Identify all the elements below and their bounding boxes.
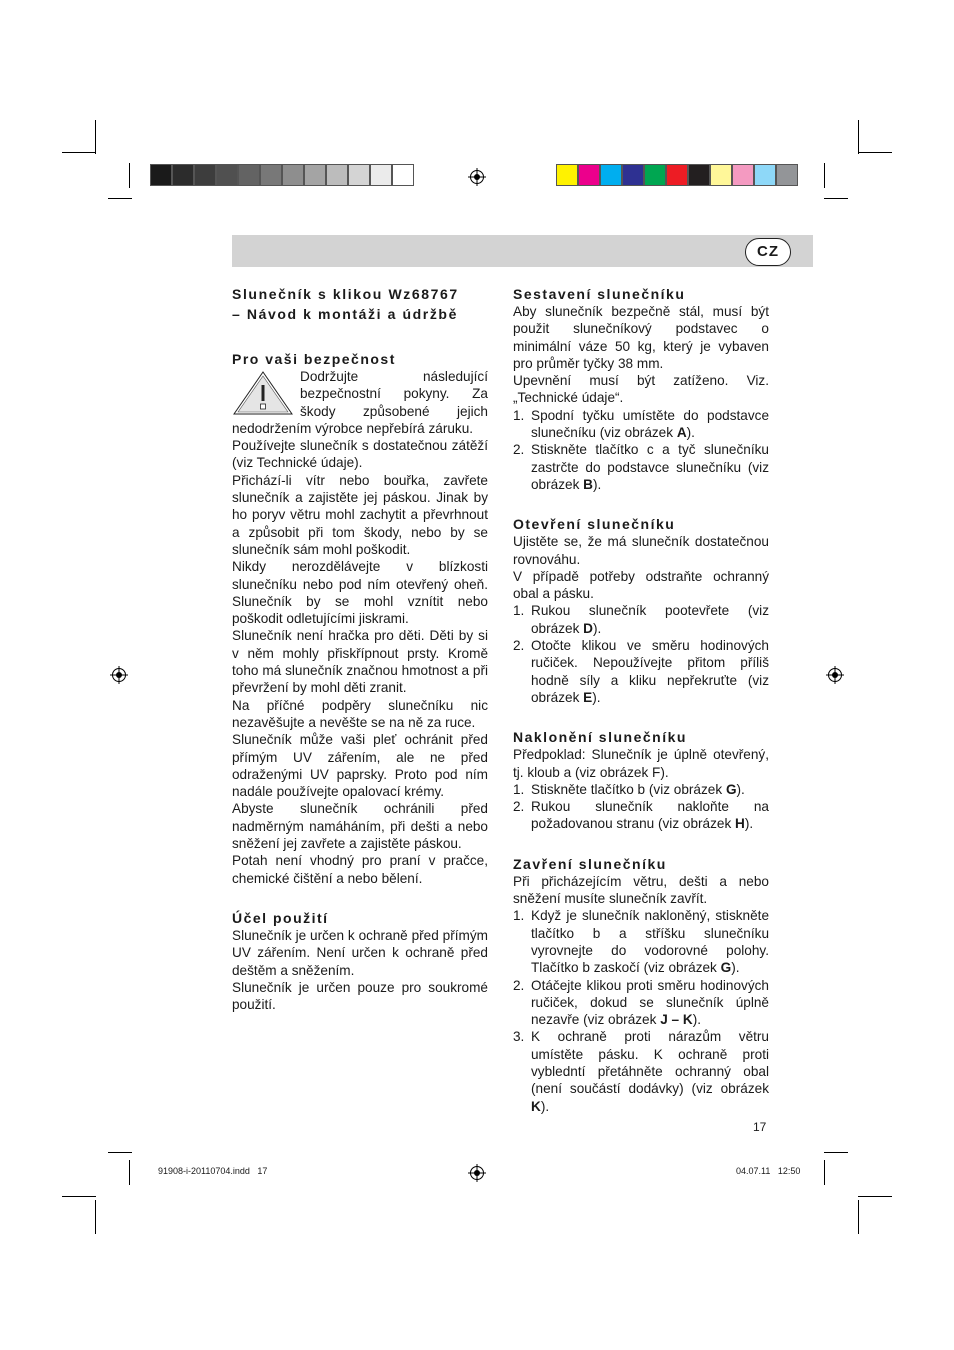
step-text-end: ). xyxy=(540,1098,550,1114)
color-swatch xyxy=(216,164,238,186)
color-swatch xyxy=(688,164,710,186)
left-column xyxy=(232,285,488,1013)
safety-paragraph: Používejte slunečník s dostatečnou zátěží (viz Technické údaje). xyxy=(232,438,488,471)
step-text-end: ). xyxy=(731,960,740,976)
crop-mark xyxy=(62,1196,96,1197)
step-number: 3. xyxy=(513,1029,525,1045)
step-text: Spodní tyčku umístěte do podstavce slunečníku (viz obrázek xyxy=(531,407,769,441)
purpose-heading: Účel použití xyxy=(232,909,329,926)
open-steps-list xyxy=(513,602,769,706)
color-swatch xyxy=(392,164,414,186)
figure-reference: A xyxy=(676,425,687,441)
open-paragraph: Ujistěte se, že má slunečník dostatečnou rovnováhu. xyxy=(513,534,769,567)
safety-paragraph: Na příčné podpěry slunečníku nic nezavěšujte a nevěšte se na ně za ruce. xyxy=(232,697,488,730)
step-number: 1. xyxy=(513,407,525,423)
registration-mark-icon xyxy=(468,1164,486,1182)
registration-mark-icon xyxy=(468,168,486,186)
color-swatch xyxy=(282,164,304,186)
color-swatch xyxy=(578,164,600,186)
color-swatch xyxy=(172,164,194,186)
tilt-heading: Naklonění slunečníku xyxy=(513,729,687,746)
figure-reference: J – K xyxy=(660,1012,693,1028)
color-swatch xyxy=(348,164,370,186)
step-number: 1. xyxy=(513,908,525,924)
crop-mark xyxy=(824,198,848,199)
figure-reference: K xyxy=(531,1098,541,1114)
color-swatch xyxy=(194,164,216,186)
step-number: 2. xyxy=(513,442,525,458)
tilt-steps-list xyxy=(513,781,769,833)
color-swatch xyxy=(600,164,622,186)
figure-reference: E xyxy=(583,689,593,705)
crop-mark xyxy=(62,152,96,153)
figure-reference: B xyxy=(583,476,593,492)
step-number: 2. xyxy=(513,799,525,815)
footer-file-info: 91908-i-20110704.indd 17 xyxy=(158,1166,268,1176)
tilt-paragraph: Předpoklad: Slunečník je úplně otevřený, tj. kloub a (viz obrázek F). xyxy=(513,747,769,780)
step-number: 1. xyxy=(513,781,525,797)
step-item xyxy=(513,1028,769,1114)
step-text-end: ). xyxy=(736,781,745,797)
close-paragraph: Při přicházejícím větru, dešti a nebo sněžení musíte slunečník zavřít. xyxy=(513,873,769,907)
safety-paragraph: Abyste slunečník ochránili před nadměrným namáháním, při dešti a nebo sněžení jej zavřete a zajistěte páskou. xyxy=(232,801,488,852)
step-text-end: ). xyxy=(744,816,754,832)
step-text: Rukou slunečník nakloňte na požadovanou stranu (viz obrázek xyxy=(531,799,769,832)
color-swatch xyxy=(622,164,644,186)
step-item xyxy=(513,798,769,833)
step-item xyxy=(513,781,769,798)
assembly-paragraph: Aby slunečník bezpečně stál, musí být použit slunečníkový podstavec o minimální váze 50 kg, který je vybaven pro průměr tyčky 38 mm. xyxy=(513,304,769,371)
close-steps-list xyxy=(513,907,769,1115)
step-text-end: ). xyxy=(692,1012,702,1028)
crop-mark xyxy=(858,120,859,154)
crop-mark xyxy=(108,1152,132,1153)
purpose-paragraph: Slunečník je určen k ochraně před přímým UV zářením. Není určen k ochraně před deštěm a sněžením. xyxy=(232,927,488,978)
grayscale-color-bar xyxy=(150,164,414,188)
step-text: Otáčejte klikou proti směru hodinových ručiček, dokud se slunečník úplně nezavře (viz obrázek xyxy=(531,977,769,1028)
open-paragraph: V případě potřeby odstraňte ochranný obal a pásku. xyxy=(513,568,769,602)
warning-triangle-icon xyxy=(232,370,294,416)
title-line-2: – Návod k montáži a údržbě xyxy=(232,305,458,322)
color-swatch xyxy=(304,164,326,186)
step-number: 1. xyxy=(513,603,525,619)
crop-mark xyxy=(824,1152,848,1153)
safety-intro xyxy=(232,368,488,437)
crop-mark xyxy=(95,1200,96,1234)
crop-mark xyxy=(858,1200,859,1234)
crop-mark xyxy=(858,152,892,153)
step-item xyxy=(513,441,769,493)
document-title xyxy=(232,285,488,324)
safety-paragraph: Nikdy nerozdělávejte v blízkosti slunečníku nebo pod ním otevřený oheň. Slunečník by se mohl vznítit nebo poškodit odletujícími jiskrami. xyxy=(232,559,488,627)
crop-mark xyxy=(824,1160,825,1185)
step-text: Stiskněte tlačítko b (viz obrázek xyxy=(531,781,726,797)
step-text: Rukou slunečník pootevřete (viz obrázek xyxy=(531,603,769,636)
step-text: Stiskněte tlačítko c a tyč slunečníku zastrčte do podstavce slunečníku (viz obrázek xyxy=(531,442,769,492)
safety-heading: Pro vaši bezpečnost xyxy=(232,351,396,367)
step-text: K ochraně proti nárazům větru umístěte pásku. K ochraně proti vybledntí přetáhněte ochranný obal (není součástí dodávky) (viz obrázek xyxy=(531,1029,769,1097)
color-swatch xyxy=(644,164,666,186)
safety-paragraph: Slunečník může vaši pleť ochránit před přímým UV zářením, ale ne před odraženými UV paprsky. Proto pod ním nadále používejte opalovací krémy. xyxy=(232,732,488,800)
safety-paragraph: Potah není vhodný pro praní v pračce, chemické čištění a nebo bělení. xyxy=(232,853,488,886)
color-swatch xyxy=(238,164,260,186)
color-swatch xyxy=(754,164,776,186)
step-item xyxy=(513,407,769,442)
step-number: 2. xyxy=(513,638,525,654)
figure-reference: H xyxy=(735,816,745,832)
crop-mark xyxy=(108,198,132,199)
right-column xyxy=(513,285,769,1115)
step-item xyxy=(513,637,769,706)
header-band xyxy=(232,235,813,267)
color-swatch xyxy=(666,164,688,186)
color-swatch xyxy=(326,164,348,186)
language-badge: CZ xyxy=(745,238,791,266)
step-text: Otočte klikou ve směru hodinových ručiček. Nepoužívejte přitom příliš hodně síly a kliku nepřekruťte (viz obrázek xyxy=(531,638,769,705)
step-text-end: ). xyxy=(592,620,602,636)
registration-mark-icon xyxy=(110,666,128,684)
color-swatch xyxy=(776,164,798,186)
title-line-1: Slunečník s klikou Wz68767 xyxy=(232,286,459,302)
step-number: 2. xyxy=(513,977,525,993)
color-swatch xyxy=(556,164,578,186)
safety-paragraph: Dodržujte následující bezpečnostní pokyny. Za škody způsobené jejich nedodržením výrobce nepřebírá záruku. xyxy=(232,369,488,436)
assembly-paragraph: Upevnění musí být zatíženo. Viz. „Technické údaje“. xyxy=(513,373,769,406)
purpose-paragraph: Slunečník je určen pouze pro soukromé použití. xyxy=(232,979,488,1013)
step-item xyxy=(513,977,769,1029)
assembly-steps-list xyxy=(513,407,769,493)
figure-reference: G xyxy=(725,781,737,797)
figure-reference: G xyxy=(720,960,732,976)
page-number: 17 xyxy=(753,1120,767,1134)
safety-paragraph: Slunečník není hračka pro děti. Děti by si v něm mohly přiskřípnout prsty. Kromě toho má slunečník značnou hmotnost a při převržení by mohl děti zranit. xyxy=(232,628,488,696)
cmyk-color-bar xyxy=(556,164,798,188)
step-text: Když je slunečník nakloněný, stiskněte tlačítko b a stříšku slunečníku vyrovnejte do vodorovné polohy. Tlačítko b zaskočí (viz obrázek xyxy=(531,908,769,976)
registration-mark-icon xyxy=(826,666,844,684)
figure-reference: D xyxy=(583,620,593,636)
open-heading: Otevření slunečníku xyxy=(513,516,676,533)
safety-paragraph: Přichází-li vítr nebo bouřka, zavřete slunečník a zajistěte jej páskou. Jinak by ho poryv větru mohl zachytit a převrhnout a způsobit při tom škody, nebo by se slunečník sám mohl poškodit. xyxy=(232,472,488,557)
color-swatch xyxy=(370,164,392,186)
assembly-heading: Sestavení slunečníku xyxy=(513,286,686,302)
color-swatch xyxy=(710,164,732,186)
footer-date-time: 04.07.11 12:50 xyxy=(736,1166,801,1176)
step-text-end: ). xyxy=(592,476,602,492)
step-item xyxy=(513,602,769,637)
step-text-end: ). xyxy=(686,425,695,441)
step-item xyxy=(513,907,769,976)
close-heading: Zavření slunečníku xyxy=(513,855,667,872)
color-swatch xyxy=(260,164,282,186)
color-swatch xyxy=(732,164,754,186)
crop-mark xyxy=(824,163,825,188)
crop-mark xyxy=(129,1160,130,1185)
step-text-end: ). xyxy=(592,689,601,705)
color-swatch xyxy=(150,164,172,186)
crop-mark xyxy=(129,163,130,188)
crop-mark xyxy=(858,1196,892,1197)
crop-mark xyxy=(95,120,96,154)
